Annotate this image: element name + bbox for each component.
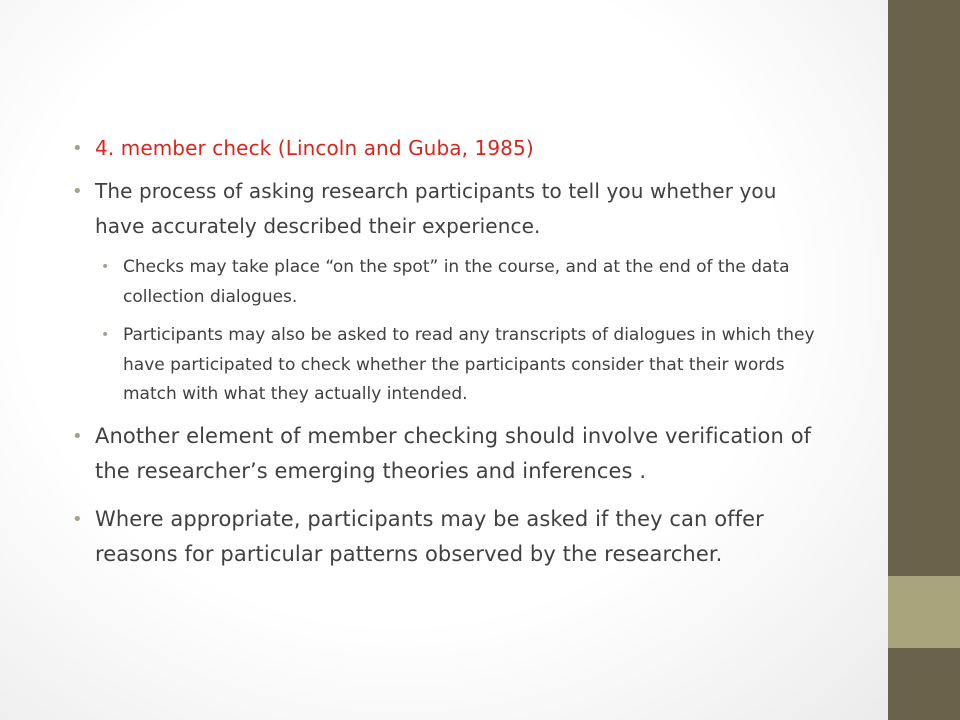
list-item — [72, 502, 832, 572]
list-item — [72, 419, 832, 489]
sub-list-item-text: Checks may take place “on the spot” in the course, and at the end of the data collection dialogues. — [123, 257, 790, 307]
list-item-text: Another element of member checking should involve verification of the researcher’s emerging theories and inferences . — [95, 423, 812, 483]
list-item-text: Where appropriate, participants may be asked if they can offer reasons for particular patterns observed by the researcher. — [95, 506, 764, 566]
sub-list-item-text: Participants may also be asked to read any transcripts of dialogues in which they have participated to check whether the participants consider that their words match with what they actually intended. — [123, 325, 815, 404]
heading-text: 4. member check (Lincoln and Guba, 1985) — [95, 136, 534, 160]
list-item-heading — [72, 131, 832, 166]
bullet-marker: • — [72, 508, 83, 530]
sub-list-item — [101, 321, 832, 410]
bullet-list — [72, 131, 832, 585]
bullet-marker: • — [72, 138, 83, 159]
bullet-marker: • — [101, 327, 110, 343]
list-item — [72, 174, 832, 244]
bullet-marker: • — [72, 425, 83, 447]
sidebar-accent-block — [888, 576, 960, 648]
bullet-marker: • — [101, 259, 110, 275]
sub-list-item — [101, 253, 832, 312]
list-item-text: The process of asking research participants to tell you whether you have accurately described their experience. — [95, 179, 777, 238]
bullet-marker: • — [72, 181, 83, 202]
